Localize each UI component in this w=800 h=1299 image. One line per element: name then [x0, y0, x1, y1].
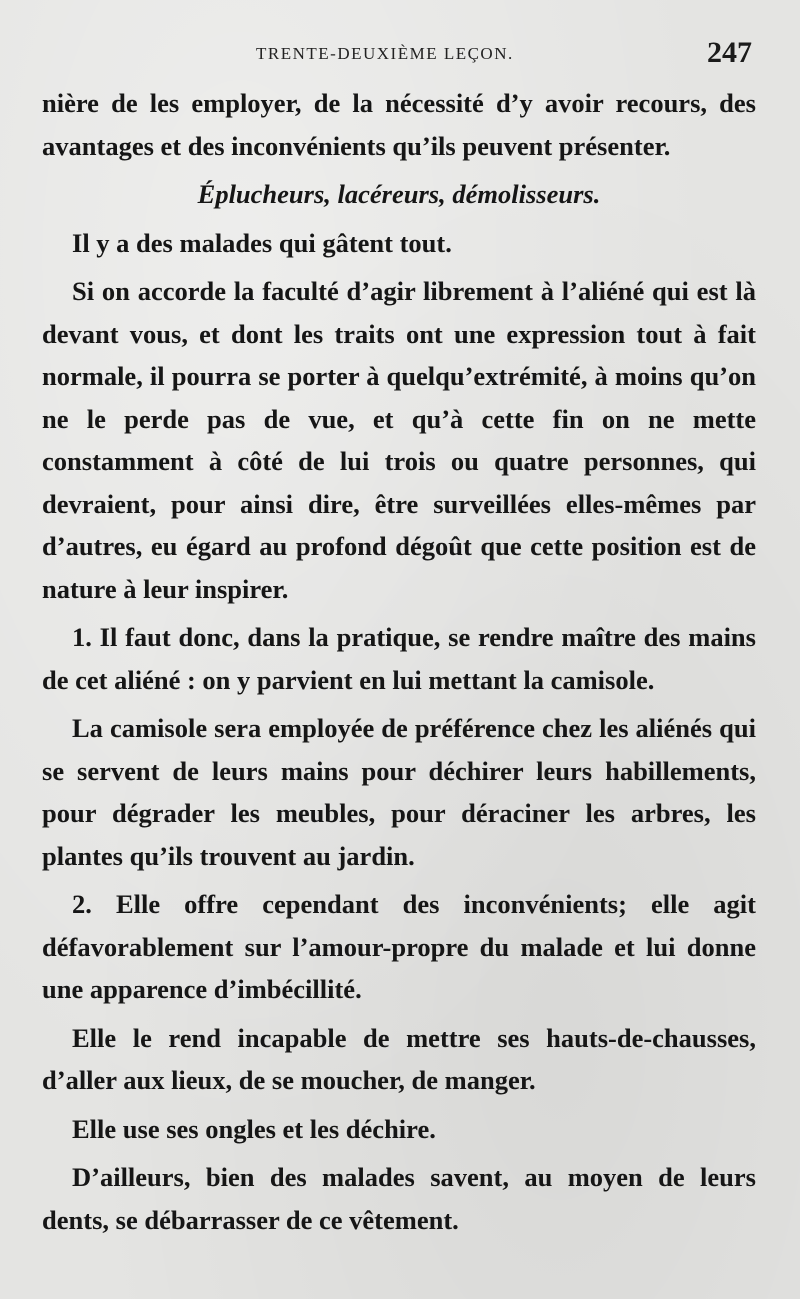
paragraph-numbered: 2. Elle offre cependant des inconvénients; elle agit défavorablement sur l’amour-propre du malade et lui donne une apparence d’imbécillité. [42, 889, 756, 1004]
paragraph: D’ailleurs, bien des malades savent, au moyen de leurs dents, se débarrasser de ce vêtement. [42, 1162, 756, 1235]
body-text [42, 82, 756, 1241]
page-header [0, 36, 800, 76]
paragraph-continuation: nière de les employer, de la nécessité d’y avoir recours, des avantages et des inconvénients qu’ils peuvent présenter. [42, 88, 756, 161]
paragraph: Il y a des malades qui gâtent tout. [72, 227, 452, 258]
paragraph: Elle use ses ongles et les déchire. [72, 1113, 436, 1144]
running-head: TRENTE-DEUXIÈME LEÇON. [256, 44, 514, 63]
paragraph: Si on accorde la faculté d’agir librement à l’aliéné qui est là devant vous, et dont les traits ont une expression tout à fait normale, il pourra se porter à quelqu’extrémité, à moins qu’on ne le perde pas de vue, et qu’à cette fin on ne mette constamment à côté de lui trois ou quatre personnes, qui devraient, pour ainsi dire, être surveillées elles-mêmes par d’autres, eu égard au profond dégoût que cette position est de nature à leur inspirer. [42, 276, 756, 604]
page-number: 247 [707, 36, 752, 69]
paragraph-numbered: 1. Il faut donc, dans la pratique, se rendre maître des mains de cet aliéné : on y parvient en lui mettant la camisole. [42, 622, 756, 695]
paragraph: Elle le rend incapable de mettre ses hauts-de-chausses, d’aller aux lieux, de se moucher, de manger. [42, 1022, 756, 1095]
paragraph: La camisole sera employée de préférence chez les aliénés qui se servent de leurs mains pour déchirer leurs habillements, pour dégrader les meubles, pour déraciner les arbres, les plantes qu’ils trouvent au jardin. [42, 713, 756, 871]
section-title: Éplucheurs, lacéreurs, démolisseurs. [197, 179, 601, 209]
